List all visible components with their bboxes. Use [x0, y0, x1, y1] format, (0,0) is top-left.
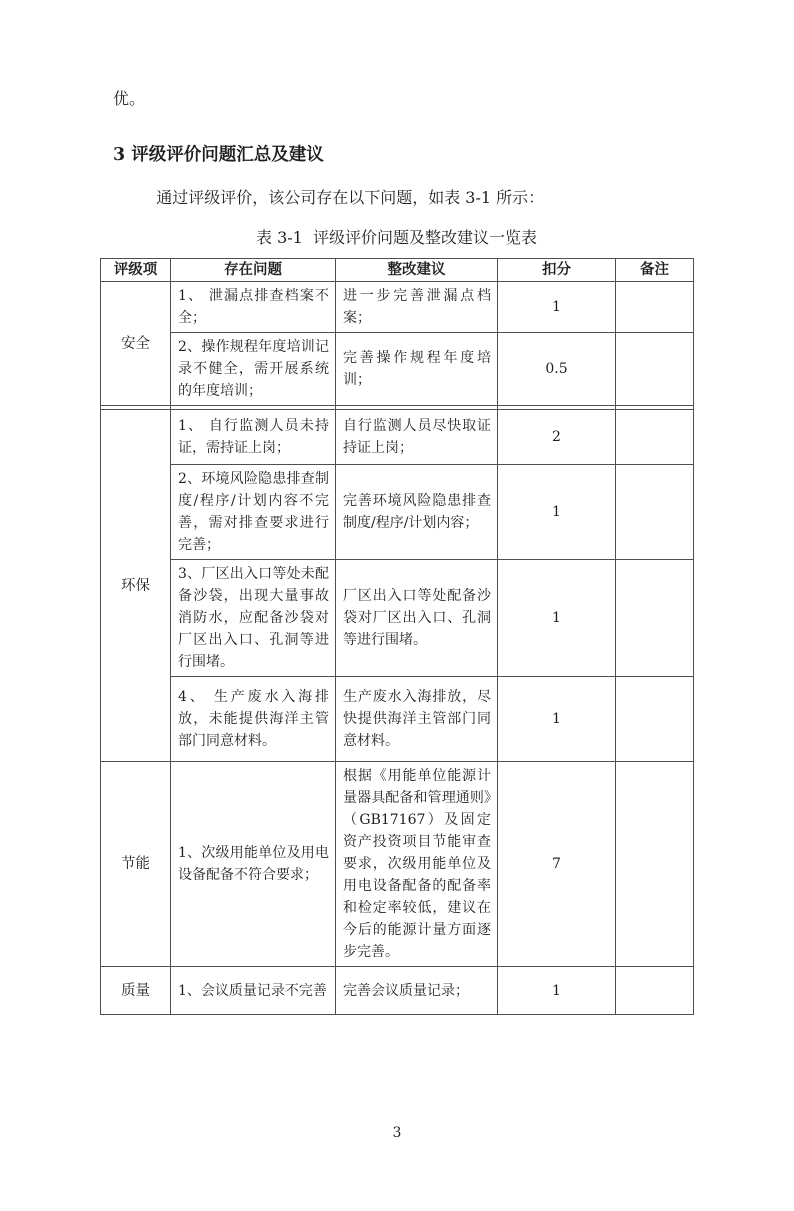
cell-deduction: 1: [498, 967, 616, 1015]
cell-remark: [616, 465, 694, 560]
cell-deduction: 1: [498, 677, 616, 762]
table-row: [101, 560, 694, 677]
table-header-row: [101, 259, 694, 282]
rating-issues-table: [100, 258, 694, 1015]
cell-deduction: 1: [498, 465, 616, 560]
cell-category-quality: 质量: [101, 967, 171, 1015]
cell-suggestion: 进一步完善泄漏点档案；: [336, 282, 498, 333]
cell-problem: 1、 自行监测人员未持证，需持证上岗；: [171, 410, 336, 465]
cell-deduction: 2: [498, 410, 616, 465]
cell-problem: 1、 泄漏点排查档案不全；: [171, 282, 336, 333]
cell-deduction: 1: [498, 282, 616, 333]
cell-remark: [616, 410, 694, 465]
cell-problem: 2、操作规程年度培训记录不健全，需开展系统的年度培训；: [171, 333, 336, 406]
header-problem: 存在问题: [171, 259, 336, 282]
cell-problem: 4、 生产废水入海排放，未能提供海洋主管部门同意材料。: [171, 677, 336, 762]
cell-remark: [616, 560, 694, 677]
cell-category-safety: 安全: [101, 282, 171, 406]
cell-remark: [616, 282, 694, 333]
cell-remark: [616, 677, 694, 762]
cell-remark: [616, 967, 694, 1015]
table-row: [101, 282, 694, 333]
section-heading: 3 评级评价问题汇总及建议: [113, 145, 324, 165]
cell-suggestion: 根据《用能单位能源计量器具配备和管理通则》（GB17167）及固定资产投资项目节能审查要求，次级用能单位及用电设备配备的配备率和检定率较低，建议在今后的能源计量方面逐步完善。: [336, 762, 498, 967]
header-remark: 备注: [616, 259, 694, 282]
table-row: [101, 762, 694, 967]
cell-deduction: 7: [498, 762, 616, 967]
document-page: [0, 88, 794, 1211]
page-content: [0, 88, 794, 1015]
cell-suggestion: 完善环境风险隐患排查制度/程序/计划内容；: [336, 465, 498, 560]
table-row: [101, 677, 694, 762]
table-row: [101, 410, 694, 465]
cell-category-energy: 节能: [101, 762, 171, 967]
cell-deduction: 0.5: [498, 333, 616, 406]
cell-category-environment: 环保: [101, 410, 171, 762]
page-number: 3: [392, 1125, 402, 1141]
cell-problem: 1、次级用能单位及用电设备配备不符合要求；: [171, 762, 336, 967]
cell-suggestion: 厂区出入口等处配备沙袋对厂区出入口、孔洞等进行围堵。: [336, 560, 498, 677]
cell-deduction: 1: [498, 560, 616, 677]
cell-problem: 3、厂区出入口等处未配备沙袋，出现大量事故消防水，应配备沙袋对厂区出入口、孔洞等进行围堵。: [171, 560, 336, 677]
cell-problem: 2、环境风险隐患排查制度/程序/计划内容不完善，需对排查要求进行完善；: [171, 465, 336, 560]
table-row: [101, 333, 694, 406]
cell-suggestion: 自行监测人员尽快取证持证上岗；: [336, 410, 498, 465]
cell-remark: [616, 762, 694, 967]
table-row: [101, 967, 694, 1015]
header-category: 评级项: [101, 259, 171, 282]
cell-remark: [616, 333, 694, 406]
table-row: [101, 465, 694, 560]
cell-problem: 1、会议质量记录不完善: [171, 967, 336, 1015]
intro-paragraph: 通过评级评价，该公司存在以下问题，如表 3-1 所示：: [156, 188, 545, 207]
header-deduction: 扣分: [498, 259, 616, 282]
header-suggestion: 整改建议: [336, 259, 498, 282]
intro-text: 优。: [113, 89, 146, 108]
cell-suggestion: 完善操作规程年度培训；: [336, 333, 498, 406]
table-caption: 表 3-1 评级评价问题及整改建议一览表: [255, 228, 538, 247]
cell-suggestion: 生产废水入海排放，尽快提供海洋主管部门同意材料。: [336, 677, 498, 762]
cell-suggestion: 完善会议质量记录；: [336, 967, 498, 1015]
